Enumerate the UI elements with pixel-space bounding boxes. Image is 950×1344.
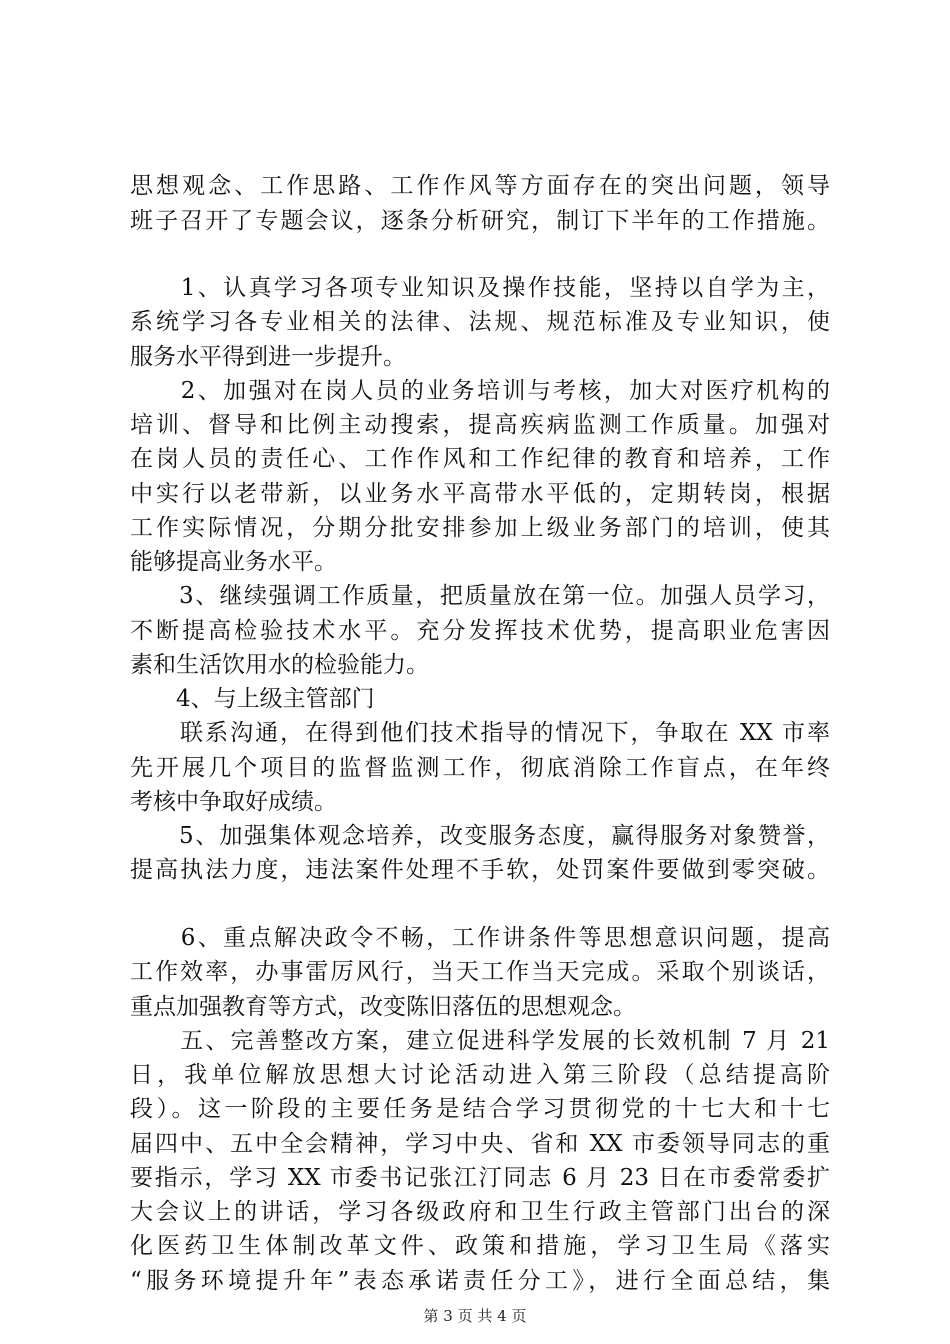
text-line: “服务环境提升年”表态承诺责任分工》，进行全面总结，集 <box>130 1268 830 1294</box>
text-line: 要指示，学习 XX 市委书记张江汀同志 6 月 23 日在市委常委扩 <box>130 1165 830 1191</box>
text-line: 考核中争取好成绩。 <box>130 789 337 815</box>
text-line: 班子召开了专题会议，逐条分析研究，制订下半年的工作措施。 <box>130 208 830 234</box>
text-line: 段）。这一阶段的主要任务是结合学习贯彻党的十七大和十七 <box>130 1096 830 1122</box>
text-line: 化医药卫生体制改革文件、政策和措施，学习卫生局《落实 <box>130 1233 830 1259</box>
text-line: 能够提高业务水平。 <box>130 549 337 575</box>
text-line: 中实行以老带新，以业务水平高带水平低的，定期转岗，根据 <box>130 481 830 507</box>
text-line: 5、加强集体观念培养，改变服务态度，赢得服务对象赞誉， <box>130 823 830 849</box>
text-line: 系统学习各专业相关的法律、法规、规范标准及专业知识，使 <box>130 309 830 335</box>
text-line: 工作效率，办事雷厉风行，当天工作当天完成。采取个别谈话， <box>130 959 830 985</box>
text-line: 重点加强教育等方式，改变陈旧落伍的思想观念。 <box>130 994 636 1020</box>
text-line: 不断提高检验技术水平。充分发挥技术优势，提高职业危害因 <box>130 618 830 644</box>
text-line: 思想观念、工作思路、工作作风等方面存在的突出问题，领导 <box>130 173 830 199</box>
page-footer: 第 3 页 共 4 页 <box>423 1307 527 1325</box>
text-line: 工作实际情况，分期分批安排参加上级业务部门的培训，使其 <box>130 515 830 541</box>
text-line: 6、重点解决政令不畅，工作讲条件等思想意识问题，提高 <box>130 925 830 951</box>
text-line: 五、完善整改方案，建立促进科学发展的长效机制 7 月 21 <box>130 1028 830 1054</box>
text-line: 2、加强对在岗人员的业务培训与考核，加大对医疗机构的 <box>130 378 830 404</box>
text-line: 素和生活饮用水的检验能力。 <box>130 652 429 678</box>
text-line: 3、继续强调工作质量，把质量放在第一位。加强人员学习， <box>130 583 830 609</box>
text-line: 届四中、五中全会精神，学习中央、省和 XX 市委领导同志的重 <box>130 1131 830 1157</box>
text-line: 提高执法力度，违法案件处理不手软，处罚案件要做到零突破。 <box>130 857 830 883</box>
text-line: 在岗人员的责任心、工作作风和工作纪律的教育和培养，工作 <box>130 446 830 472</box>
text-line: 先开展几个项目的监督监测工作，彻底消除工作盲点，在年终 <box>130 755 830 781</box>
text-line: 服务水平得到进一步提升。 <box>130 344 406 370</box>
text-line: 日，我单位解放思想大讨论活动进入第三阶段（总结提高阶 <box>130 1062 830 1088</box>
text-line: 1、认真学习各项专业知识及操作技能，坚持以自学为主， <box>130 275 830 301</box>
text-line: 联系沟通，在得到他们技术指导的情况下，争取在 XX 市率 <box>130 720 830 746</box>
text-line: 4、与上级主管部门 <box>130 686 375 712</box>
text-line: 培训、督导和比例主动搜索，提高疾病监测工作质量。加强对 <box>130 412 830 438</box>
text-line: 大会议上的讲话，学习各级政府和卫生行政主管部门出台的深 <box>130 1199 830 1225</box>
